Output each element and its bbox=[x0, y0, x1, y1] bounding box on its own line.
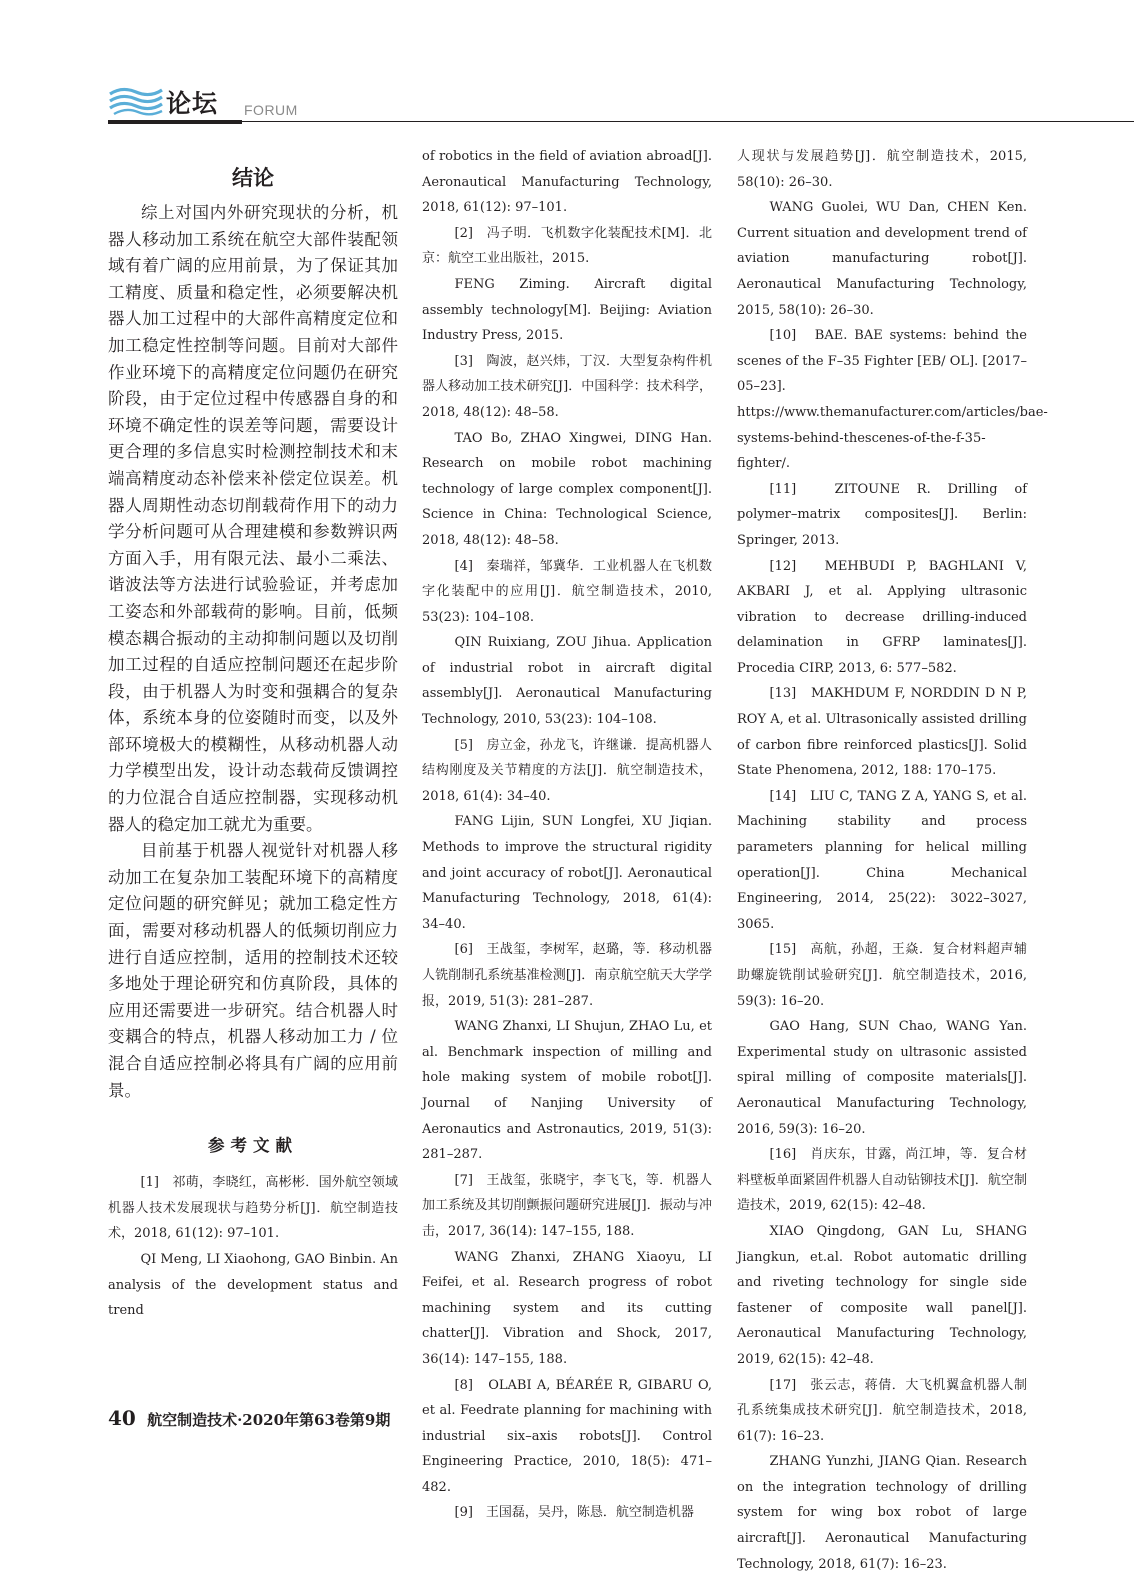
page-header bbox=[108, 78, 1134, 128]
reference-entry: [6] 王战玺，李树军，赵璐，等．移动机器人铣削制孔系统基准检测[J]．南京航空航天大学学报，2019, 51(3): 281–287. bbox=[422, 942, 712, 1009]
reference-entry: [12] MEHBUDI P, BAGHLANI V, AKBARI J, et al. Applying ultrasonic vibration to decrease drilling-induced delamination in GFRP laminates[J]. Procedia CIRP, 2013, 6: 577–582. bbox=[737, 558, 1027, 676]
reference-entry: [7] 王战玺，张晓宇，李飞飞，等．机器人加工系统及其切削颤振问题研究进展[J]．振动与冲击，2017, 36(14): 147–155, 188. bbox=[422, 1172, 712, 1239]
header-rule-thick bbox=[108, 120, 242, 124]
column-1 bbox=[108, 144, 398, 1324]
column-2 bbox=[422, 144, 712, 1526]
page-footer bbox=[108, 1406, 390, 1430]
reference-entry: [8] OLABI A, BÉARÉE R, GIBARU O, et al. Feedrate planning for machining with industrial six–axis robots[J]. Control Engineering Practice, 2010, 18(5): 471–482. bbox=[422, 1377, 712, 1495]
reference-entry: QI Meng, LI Xiaohong, GAO Binbin. An analysis of the development status and trend bbox=[108, 1251, 398, 1319]
reference-entry: [15] 高航，孙超，王焱．复合材料超声辅助螺旋铣削试验研究[J]．航空制造技术，2016, 59(3): 16–20. bbox=[737, 942, 1027, 1009]
reference-entry: [1] 祁萌，李晓红，高彬彬．国外航空领域机器人技术发展现状与趋势分析[J]．航空制造技术，2018, 61(12): 97–101. bbox=[108, 1175, 398, 1242]
reference-entry: [5] 房立金，孙龙飞，许继谦．提高机器人结构刚度及关节精度的方法[J]．航空制造技术，2018, 61(4): 34–40. bbox=[422, 737, 712, 804]
reference-entry: FENG Ziming. Aircraft digital assembly technology[M]. Beijing: Aviation Industry Press, 2015. bbox=[422, 276, 712, 344]
reference-entry: GAO Hang, SUN Chao, WANG Yan. Experimental study on ultrasonic assisted spiral milling of composite materials[J]. Aeronautical Manufacturing Technology, 2016, 59(3): 16–20. bbox=[737, 1019, 1027, 1137]
reference-entry: [17] 张云志，蒋倩．大飞机翼盒机器人制孔系统集成技术研究[J]．航空制造技术，2018, 61(7): 16–23. bbox=[737, 1377, 1027, 1444]
section-title-en: FORUM bbox=[244, 102, 298, 118]
reference-entry: TAO Bo, ZHAO Xingwei, DING Han. Research on mobile robot machining technology of large complex component[J]. Science in China: Technological Science, 2018, 48(12): 48–58. bbox=[422, 430, 712, 548]
reference-entry: QIN Ruixiang, ZOU Jihua. Application of industrial robot in aircraft digital assembly[J]. Aeronautical Manufacturing Technology, 2010, 53(23): 104–108. bbox=[422, 635, 712, 728]
conclusion-paragraph: 目前基于机器人视觉针对机器人移动加工在复杂加工装配环境下的高精度定位问题的研究鲜见；就加工稳定性方面，需要对移动机器人的低频切削应力进行自适应控制，适用的控制技术还较多地处于理论研究和仿真阶段，具体的应用还需要进一步研究。结合机器人时变耦合的特点，机器人移动加工力 / 位混合自适应控制必将具有广阔的应用前景。 bbox=[108, 841, 398, 1100]
column-3 bbox=[737, 144, 1048, 1577]
reference-entry: [9] 王国磊，吴丹，陈恳．航空制造机器 bbox=[454, 1505, 694, 1521]
reference-entry: WANG Guolei, WU Dan, CHEN Ken. Current situation and development trend of aviation manufacturing robot[J]. Aeronautical Manufacturing Technology, 2015, 58(10): 26–30. bbox=[737, 200, 1027, 318]
reference-entry: FANG Lijin, SUN Longfei, XU Jiqian. Methods to improve the structural rigidity and joint accuracy of robot[J]. Aeronautical Manufacturing Technology, 2018, 61(4): 34–40. bbox=[422, 814, 712, 932]
reference-entry: [10] BAE. BAE systems: behind the scenes of the F–35 Fighter [EB/ OL]. [2017–05–23]. https://www.themanufacturer.com/articles/bae-systems-behind-thescenes-of-the-f-35-fighter/. bbox=[737, 328, 1048, 472]
page-number: 40 bbox=[108, 1406, 136, 1430]
reference-entry: WANG Zhanxi, ZHANG Xiaoyu, LI Feifei, et al. Research progress of robot machining system and its cutting chatter[J]. Vibration and Shock, 2017, 36(14): 147–155, 188. bbox=[422, 1249, 712, 1367]
reference-entry: [2] 冯子明．飞机数字化装配技术[M]．北京：航空工业出版社，2015. bbox=[422, 225, 712, 267]
header-rule-thin bbox=[242, 121, 1134, 122]
references-heading: 参考文献 bbox=[208, 1136, 298, 1156]
reference-entry: [13] MAKHDUM F, NORDDIN D N P, ROY A, et al. Ultrasonically assisted drilling of carbon fibre reinforced plastics[J]. Solid State Phenomena, 2012, 188: 170–175. bbox=[737, 686, 1027, 779]
reference-entry: ZHANG Yunzhi, JIANG Qian. Research on the integration technology of drilling system for wing box robot of large aircraft[J]. Aeronautical Manufacturing Technology, 2018, 61(7): 16–23. bbox=[737, 1454, 1027, 1572]
reference-entry: WANG Zhanxi, LI Shujun, ZHAO Lu, et al. Benchmark inspection of milling and hole making system of mobile robot[J]. Journal of Nanjing University of Aeronautics and Astronautics, 2019, 51(3): 281–287. bbox=[422, 1019, 712, 1163]
reference-entry: [3] 陶波，赵兴炜，丁汉．大型复杂构件机器人移动加工技术研究[J]．中国科学：技术科学，2018, 48(12): 48–58. bbox=[422, 353, 712, 420]
reference-entry: [16] 肖庆东，甘露，尚江坤，等．复合材料壁板单面紧固件机器人自动钻铆技术[J]．航空制造技术，2019, 62(15): 42–48. bbox=[737, 1147, 1027, 1214]
journal-info: 航空制造技术·2020年第63卷第9期 bbox=[147, 1411, 391, 1429]
waves-logo-icon bbox=[108, 84, 164, 116]
section-title-cn: 论坛 bbox=[166, 89, 219, 118]
conclusion-heading: 结论 bbox=[232, 166, 274, 190]
reference-entry: [14] LIU C, TANG Z A, YANG S, et al. Machining stability and process parameters planning for helical milling operation[J]. China Mechanical Engineering, 2014, 25(22): 3022–3027, 3065. bbox=[737, 788, 1027, 932]
reference-entry: [4] 秦瑞祥，邹冀华．工业机器人在飞机数字化装配中的应用[J]．航空制造技术，2010, 53(23): 104–108. bbox=[422, 558, 712, 625]
reference-entry: of robotics in the field of aviation abroad[J]. Aeronautical Manufacturing Technology, 2018, 61(12): 97–101. bbox=[422, 149, 712, 216]
reference-entry: [11] ZITOUNE R. Drilling of polymer–matrix composites[J]. Berlin: Springer, 2013. bbox=[737, 481, 1027, 548]
reference-entry: 人现状与发展趋势[J]．航空制造技术，2015, 58(10): 26–30. bbox=[737, 149, 1027, 190]
conclusion-paragraph: 综上对国内外研究现状的分析，机器人移动加工系统在航空大部件装配领域有着广阔的应用前景，为了保证其加工精度、质量和稳定性，必须要解决机器人加工过程中的大部件高精度定位和加工稳定性控制等问题。目前对大部件作业环境下的高精度定位问题仍在研究阶段，由于定位过程中传感器自身的和环境不确定性的误差等问题，需要设计更合理的多信息实时检测控制技术和末端高精度动态补偿来补偿定位误差。机器人周期性动态切削载荷作用下的动力学分析问题可从合理建模和参数辨识两方面入手，用有限元法、最小二乘法、谐波法等方法进行试验验证，并考虑加工姿态和外部载荷的影响。目前，低频模态耦合振动的主动抑制问题以及切削加工过程的自适应控制问题还在起步阶段，由于机器人为时变和强耦合的复杂体，系统本身的位姿随时而变，以及外部环境极大的模糊性，从移动机器人动力学模型出发，设计动态载荷反馈调控的力位混合自适应控制器，实现移动机器人的稳定加工就尤为重要。 bbox=[108, 203, 398, 834]
reference-entry: XIAO Qingdong, GAN Lu, SHANG Jiangkun, et.al. Robot automatic drilling and riveting technology for single side fastener of composite wall panel[J]. Aeronautical Manufacturing Technology, 2019, 62(15): 42–48. bbox=[737, 1223, 1027, 1367]
